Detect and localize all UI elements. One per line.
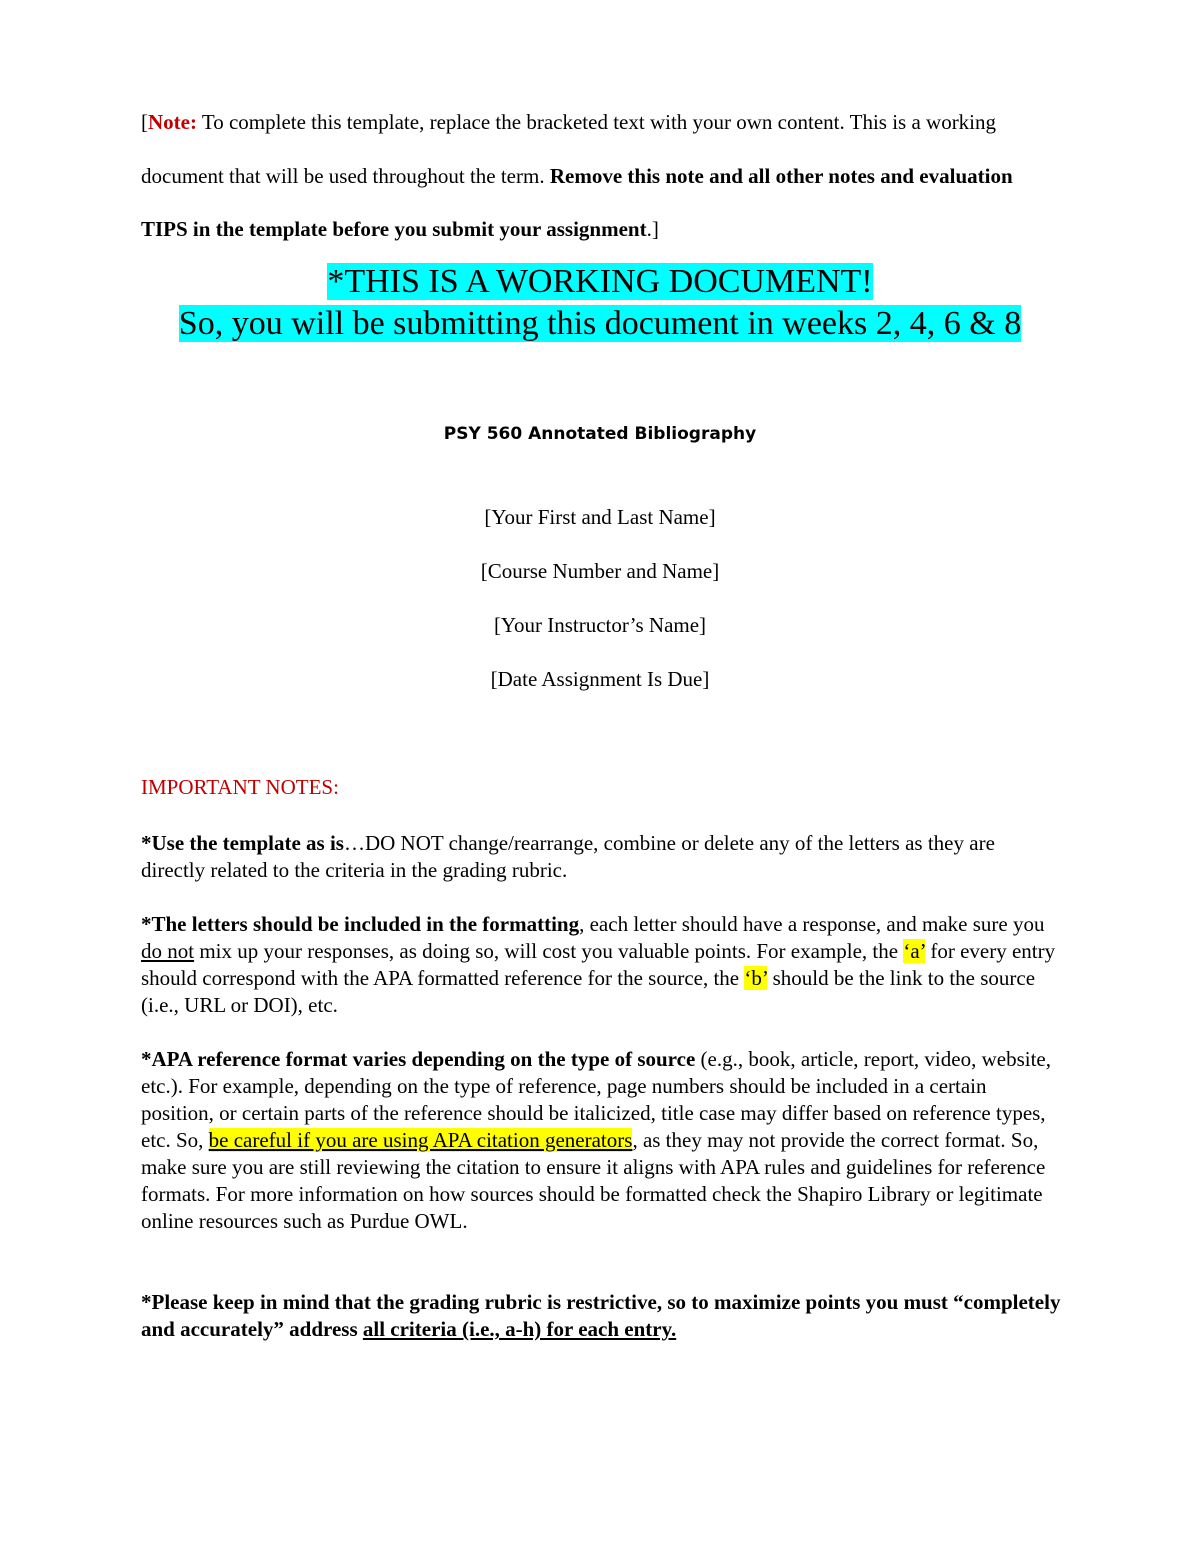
instructor-name: [Your Instructor’s Name]: [493, 613, 707, 637]
due-date: [Date Assignment Is Due]: [490, 667, 710, 691]
note-bold-text: Remove this note and all other notes and evaluation TIPS in the template before you submit your assignment: [141, 163, 1013, 241]
note-paragraph-4: *Please keep in mind that the grading rubric is restrictive, so to maximize points you must “completely and accurately” address all criteria (i.e., a-h) for each entry.: [141, 1290, 1061, 1341]
important-notes-heading: IMPORTANT NOTES:: [141, 775, 339, 799]
note-open-bracket: [: [141, 110, 148, 134]
banner-line-2: So, you will be submitting this document in weeks 2, 4, 6 & 8: [178, 305, 1022, 342]
course-name: [Course Number and Name]: [480, 559, 720, 583]
highlight-b: ‘b’: [744, 966, 768, 990]
student-name: [Your First and Last Name]: [484, 505, 716, 529]
note-close: .]: [646, 217, 659, 241]
note-paragraph-2: *The letters should be included in the formatting, each letter should have a response, and make sure you do not mix up your responses, as doing so, will cost you valuable points. For example, the ‘a’ for every entry should correspond with the APA formatted reference for the source, the ‘b’ should be the link to the source (i.e., URL or DOI), etc.: [141, 912, 1056, 1017]
note-label: Note:: [148, 110, 197, 134]
banner-line-1: *THIS IS A WORKING DOCUMENT!: [327, 263, 873, 300]
note-paragraph-3: *APA reference format varies depending on the type of source (e.g., book, article, report, video, website, etc.). For example, depending on the type of reference, page numbers should be included in a certain position, or certain parts of the reference should be italicized, title case may differ based on reference types, etc. So, be careful if you are using APA citation generators, as they may not provide the correct format. So, make sure you are still reviewing the citation to ensure it aligns with APA rules and guidelines for reference formats. For more information on how sources should be formatted check the Shapiro Library or legitimate online resources such as Purdue OWL.: [141, 1047, 1051, 1233]
highlight-citation-warning: be careful if you are using APA citation generators: [208, 1128, 633, 1152]
template-note: [141, 96, 1061, 257]
highlight-a: ‘a’: [903, 939, 926, 963]
note-paragraph-1: *Use the template as is…DO NOT change/rearrange, combine or delete any of the letters as they are directly related to the criteria in the grading rubric.: [141, 831, 995, 882]
document-title: PSY 560 Annotated Bibliography: [443, 424, 757, 444]
note-text: To complete this template, replace the bracketed text with your own content. This is a working document that will be used throughout the term.: [141, 110, 997, 188]
